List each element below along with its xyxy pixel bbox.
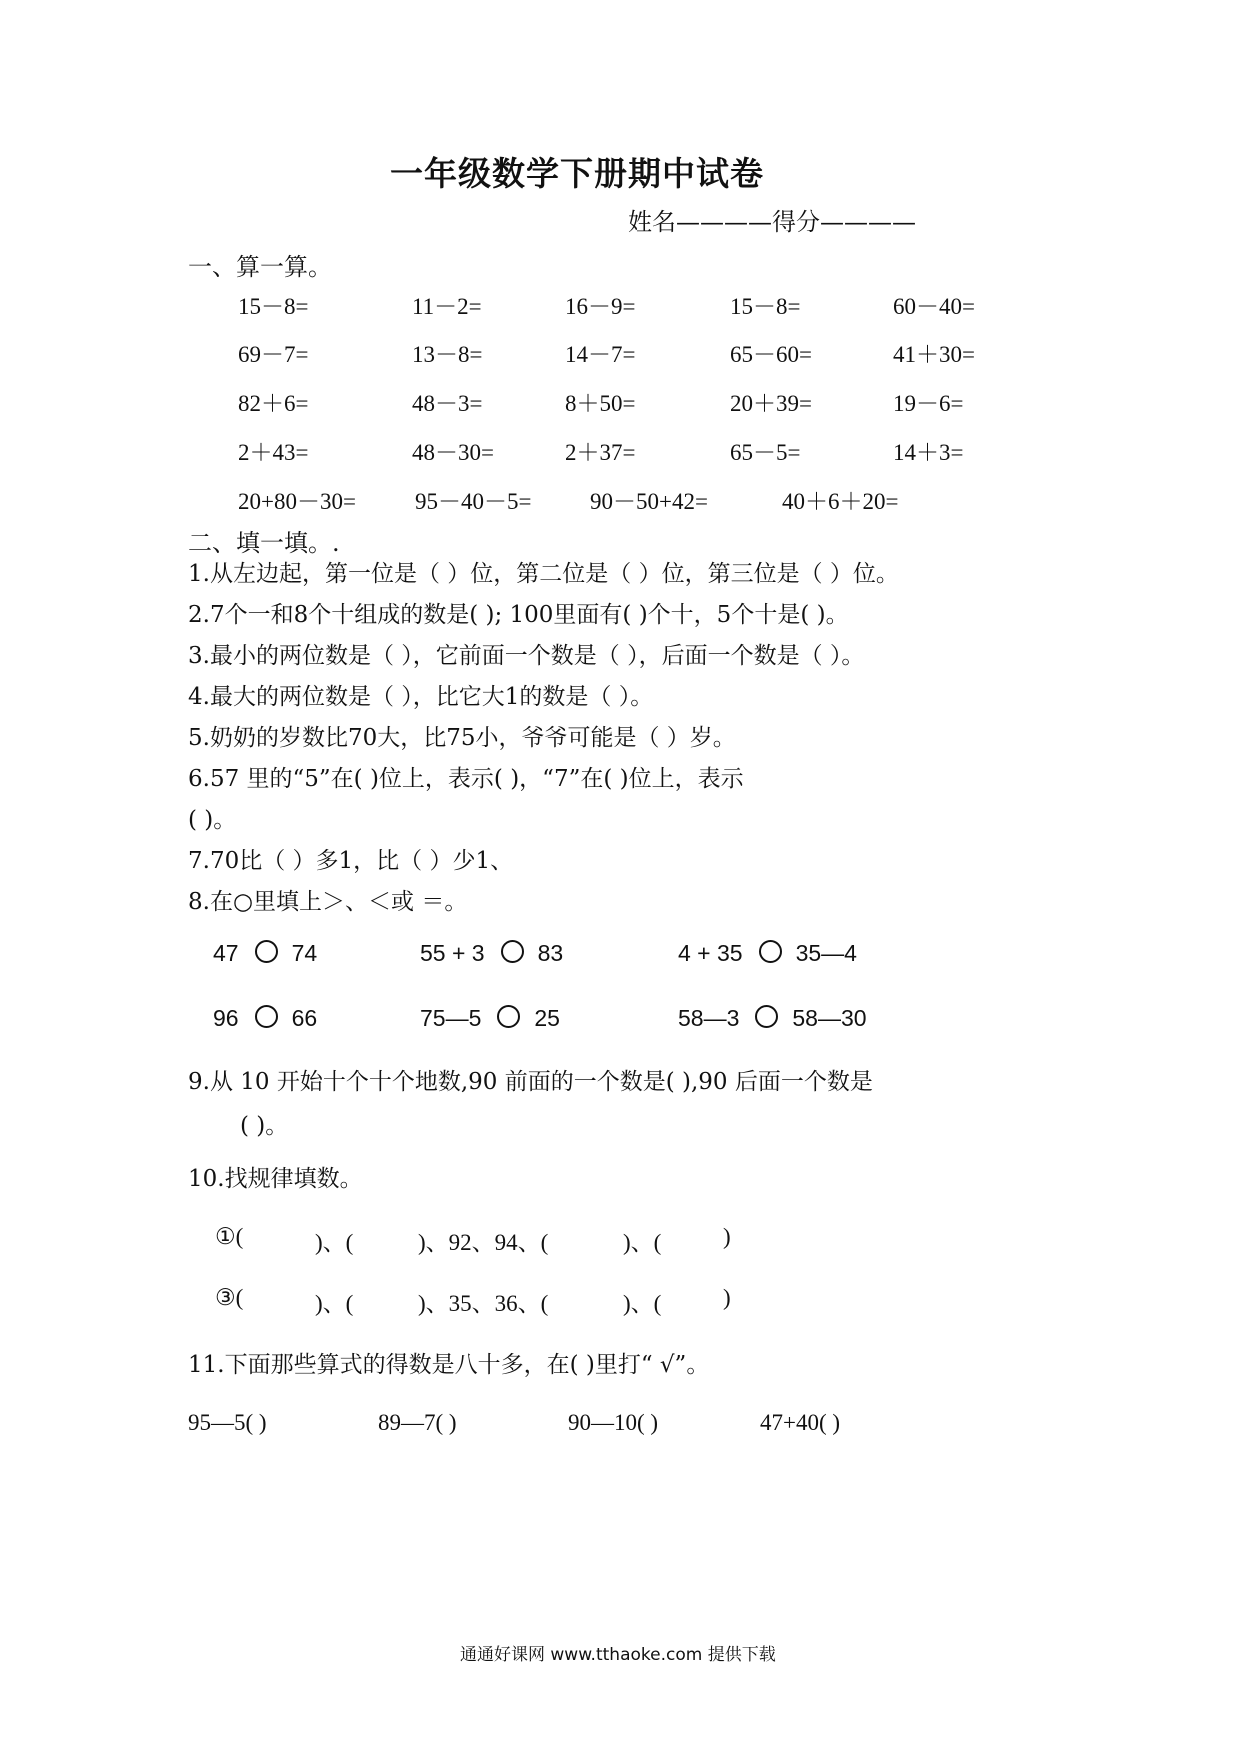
question-9-cont: ( )。 [240,1113,289,1139]
sequence-part: )、( [315,1230,354,1255]
sequence-part: ) [723,1224,731,1249]
compare-item: 55 + 3 83 [420,940,564,966]
sequence-row [215,1224,815,1254]
question-4: 4.最大的两位数是（ ），比它大1的数是（ ）。 [188,684,654,710]
calc-item: 65－60= [730,342,812,367]
question-6: 6.57 里的“5”在( )位上，表示( )，“7”在( )位上，表示 [188,766,744,792]
calc-item: 2＋37= [565,440,636,465]
calc-item: 41＋30= [893,342,975,367]
check-item: 89—7( ) [378,1410,457,1435]
compare-item: 75—5 25 [420,1005,560,1031]
question-10: 10.找规律填数。 [188,1166,363,1192]
calc-item: 19－6= [893,391,964,416]
sequence-part: ③( [215,1285,244,1310]
question-9: 9.从 10 开始十个十个地数,90 前面的一个数是( ),90 后面一个数是 [188,1069,873,1095]
compare-circle[interactable] [755,1005,778,1028]
name-score-line: 姓名————得分———— [628,208,916,236]
sequence-part: )、35、36、( [418,1291,549,1316]
question-2: 2.7个一和8个十组成的数是( ); 100里面有( )个十，5个十是( )。 [188,602,849,628]
calc-item: 8＋50= [565,391,636,416]
calc-item: 11－2= [412,294,482,319]
compare-circle[interactable] [501,940,524,963]
calc-row [0,336,1240,366]
calc-item: 69－7= [238,342,309,367]
section2-heading: 二、填一填。. [188,529,340,557]
question-6-cont: ( )。 [188,807,237,833]
calc-item: 14－7= [565,342,636,367]
calc-item: 15－8= [238,294,309,319]
calc-item: 2＋43= [238,440,309,465]
question-8: 8.在○里填上＞、＜或 ＝。 [188,889,468,915]
calc-row [0,483,1240,513]
calc-item: 14＋3= [893,440,964,465]
sequence-part: )、( [315,1291,354,1316]
calc-item: 90－50+42= [590,489,708,514]
calc-item: 48－3= [412,391,483,416]
check-item: 95—5( ) [188,1410,267,1435]
calc-item: 40＋6＋20= [782,489,899,514]
calc-item: 65－5= [730,440,801,465]
exam-title: 一年级数学下册期中试卷 [390,154,764,193]
calc-item: 95－40－5= [415,489,532,514]
calc-row [0,434,1240,464]
sequence-row [215,1285,815,1315]
calc-item: 82＋6= [238,391,309,416]
compare-circle[interactable] [255,1005,278,1028]
question-11: 11.下面那些算式的得数是八十多，在( )里打“ √”。 [188,1352,710,1378]
calc-row [0,385,1240,415]
compare-item: 96 66 [213,1005,318,1031]
sequence-part: ①( [215,1224,244,1249]
check-item: 90—10( ) [568,1410,659,1435]
compare-circle[interactable] [759,940,782,963]
check-item: 47+40( ) [760,1410,841,1435]
footer-source: 通通好课网 www.tthaoke.com 提供下载 [460,1645,776,1665]
calc-item: 15－8= [730,294,801,319]
question-3: 3.最小的两位数是（ ），它前面一个数是（ ），后面一个数是（ ）。 [188,643,865,669]
compare-item: 47 74 [213,940,318,966]
question-5: 5.奶奶的岁数比70大，比75小，爷爷可能是（ ）岁。 [188,725,736,751]
sequence-part: ) [723,1285,731,1310]
sequence-part: )、92、94、( [418,1230,549,1255]
compare-item: 4 + 35 35—4 [678,940,857,966]
calc-item: 13－8= [412,342,483,367]
calc-item: 60－40= [893,294,975,319]
sequence-part: )、( [623,1230,662,1255]
calc-item: 20+80－30= [238,489,356,514]
compare-circle[interactable] [255,940,278,963]
calc-row [0,288,1240,318]
compare-item: 58—3 58—30 [678,1005,867,1031]
calc-item: 48－30= [412,440,494,465]
sequence-part: )、( [623,1291,662,1316]
section1-heading: 一、算一算。 [188,253,332,281]
calc-item: 20＋39= [730,391,812,416]
compare-circle[interactable] [497,1005,520,1028]
question-1: 1.从左边起，第一位是（ ）位，第二位是（ ）位，第三位是（ ）位。 [188,561,899,587]
calc-item: 16－9= [565,294,636,319]
question-7: 7.70比（ ）多1，比（ ）少1、 [188,848,514,874]
